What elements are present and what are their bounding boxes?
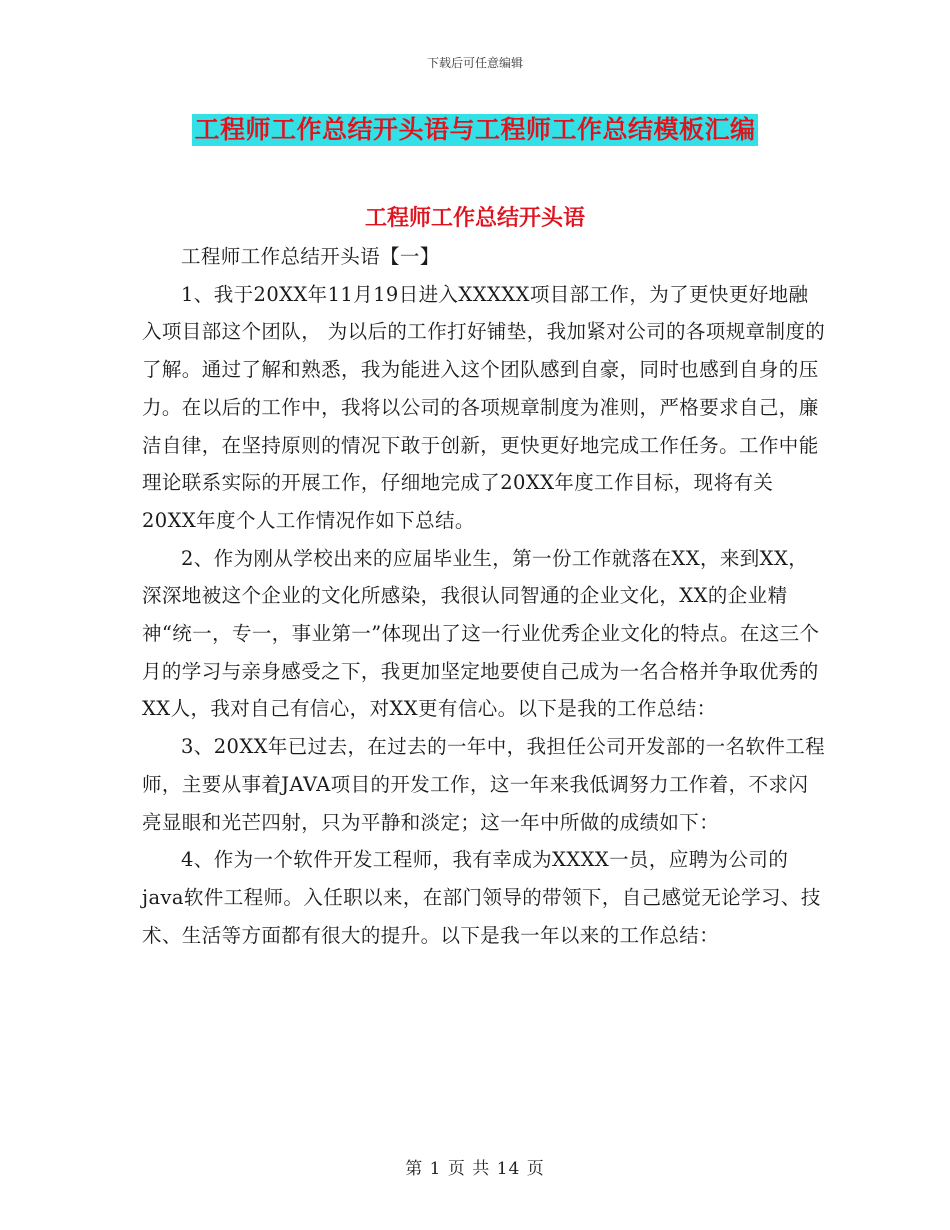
document-title bbox=[0, 114, 950, 146]
paragraph-1: 1、我于20XX年11月19日进入XXXXX项目部工作，为了更快更好地融入项目部这个团队， 为以后的工作打好铺垫，我加紧对公司的各项规章制度的了解。通过了解和熟悉，我为能进入这个团队感到自豪，同时也感到自身的压力。在以后的工作中，我将以公司的各项规章制度为准则，严格要求自己，廉洁自律，在坚持原则的情况下敢于创新，更快更好地完成工作任务。工作中能理论联系实际的开展工作，仔细地完成了20XX年度工作目标，现将有关20XX年度个人工作情况作如下总结。 bbox=[142, 282, 826, 532]
paragraph-3: 3、20XX年已过去，在过去的一年中，我担任公司开发部的一名软件工程师，主要从事着JAVA项目的开发工作，这一年来我低调努力工作着，不求闪亮显眼和光芒四射，只为平静和淡定；这一年中所做的成绩如下： bbox=[142, 735, 826, 834]
header-note: 下载后可任意编辑 bbox=[426, 56, 523, 70]
section-title: 工程师工作总结开头语 bbox=[364, 205, 585, 231]
paragraph-2: 2、作为刚从学校出来的应届毕业生，第一份工作就落在XX，来到XX，深深地被这个企业的文化所感染，我很认同智通的企业文化，XX的企业精神“统一，专一，事业第一”体现出了这一行业优秀企业文化的特点。在这三个月的学习与亲身感受之下，我更加坚定地要使自己成为一名合格并争取优秀的XX人，我对自己有信心，对XX更有信心。以下是我的工作总结： bbox=[142, 546, 820, 721]
subheading: 工程师工作总结开头语【一】 bbox=[181, 245, 440, 268]
document-body bbox=[142, 218, 827, 954]
paragraph-4: 4、作为一个软件开发工程师，我有幸成为XXXX一员，应聘为公司的java软件工程师。入任职以来，在部门领导的带领下，自己感觉无论学习、技术、生活等方面都有很大的提升。以下是我一年以来的工作总结： bbox=[142, 848, 821, 947]
page-number: 第 1 页 共 14 页 bbox=[405, 1159, 545, 1179]
document-title-text: 工程师工作总结开头语与工程师工作总结模板汇编 bbox=[194, 115, 756, 144]
